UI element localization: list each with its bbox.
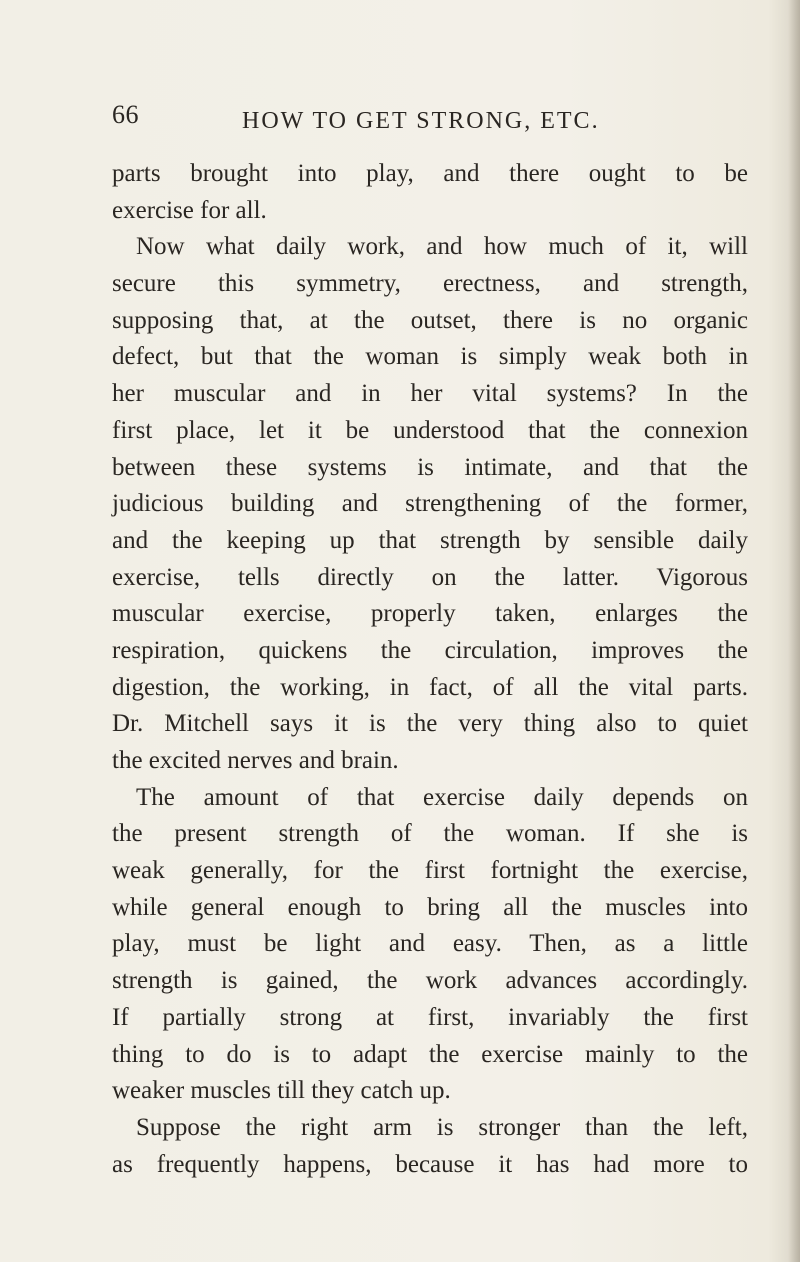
text-line: weak generally, for the first fortnight the exercise, [112,857,748,885]
text-line: the excited nerves and brain. [112,747,399,774]
text-line: strength is gained, the work advances accordingly. [112,967,748,995]
text-line: while general enough to bring all the muscles into [112,893,748,921]
text-line: play, must be light and easy. Then, as a little [112,930,748,958]
page-number: 66 [112,100,139,129]
text-line: secure this symmetry, erectness, and strength, [112,270,748,298]
text-line: and the keeping up that strength by sensible daily [112,526,748,554]
text-line: thing to do is to adapt the exercise mainly to the [112,1040,748,1068]
text-line: digestion, the working, in fact, of all the vital parts. [112,673,748,701]
text-line: Dr. Mitchell says it is the very thing also to quiet [112,710,748,738]
running-head: HOW TO GET STRONG, ETC. [242,108,600,134]
text-line: parts brought into play, and there ought to be [112,160,748,187]
text-line: defect, but that the woman is simply weak both in [112,343,748,371]
text-line: her muscular and in her vital systems? In the [112,380,748,408]
text-line: muscular exercise, properly taken, enlarges the [112,600,748,628]
text-line: as frequently happens, because it has had more to [112,1150,748,1178]
text-line: first place, let it be understood that the connexion [112,416,748,444]
text-line: weaker muscles till they catch up. [112,1077,451,1105]
text-line: Suppose the right arm is stronger than the left, [136,1113,748,1141]
text-line: exercise, tells directly on the latter. Vigorous [112,563,748,591]
page-edge-shadow [788,0,800,1262]
text-line: judicious building and strengthening of the former, [112,490,748,518]
body-text [112,156,748,1183]
text-line: If partially strong at first, invariably the first [112,1003,748,1031]
text-line: Now what daily work, and how much of it, will [136,233,748,261]
text-line: exercise for all. [112,196,267,224]
text-line: between these systems is intimate, and that the [112,453,748,481]
page-header [112,100,732,140]
text-line: the present strength of the woman. If she is [112,820,748,848]
text-line: The amount of that exercise daily depends on [136,783,748,811]
text-line: supposing that, at the outset, there is no organic [112,306,748,334]
text-line: respiration, quickens the circulation, improves the [112,636,748,664]
